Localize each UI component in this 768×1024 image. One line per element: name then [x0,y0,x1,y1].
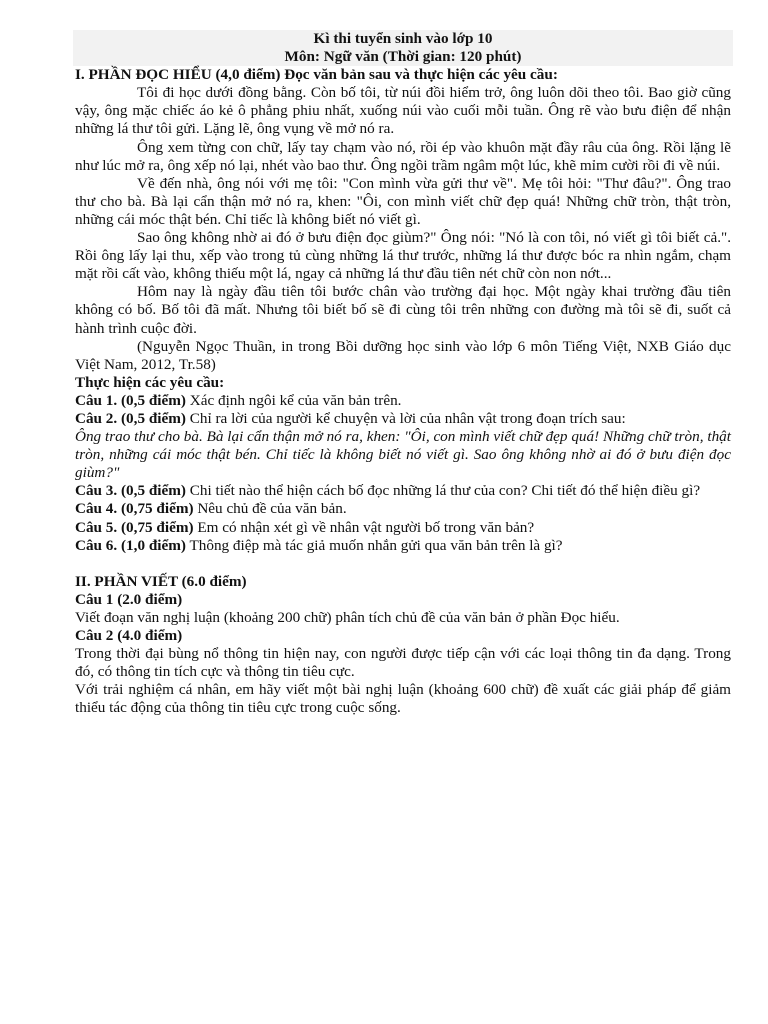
section-spacer [75,555,731,573]
question-2 [75,410,731,428]
writing-question-1-label: Câu 1 (2.0 điểm) [75,590,183,608]
exam-title: Kì thi tuyển sinh vào lớp 10 [313,30,493,47]
tasks-heading: Thực hiện các yêu cầu: [75,373,225,391]
question-text: Chi tiết nào thể hiện cách bố đọc những lá thư của con? Chi tiết đó thể hiện điều gì? [185,482,701,500]
exam-header [73,30,733,66]
question-2-excerpt: Ông trao thư cho bà. Bà lại cẩn thận mở nó ra, khen: "Ôi, con mình viết chữ đẹp quá! Những chữ tròn, thật tròn, những cái móc thật bén. Chỉ tiếc là không biết nó viết gì. Sao ông không nhờ ai đó ở bưu điện đọc giùm?" [75,428,731,482]
passage-paragraph-5: Hôm nay là ngày đầu tiên tôi bước chân vào trường đại học. Một ngày khai trường đầu tiên không có bố. Bố tôi đã mất. Nhưng tôi biết bố sẽ đi cùng tôi trên những con đường mà tôi sẽ đi, suốt cả hành trình cuộc đời. [75,283,731,337]
exam-subject: Môn: Ngữ văn (Thời gian: 120 phút) [284,48,522,66]
question-5 [75,519,731,537]
question-3 [75,482,731,500]
part1-heading: I. PHẦN ĐỌC HIỂU (4,0 điểm) Đọc văn bản sau và thực hiện các yêu cầu: [75,66,558,84]
question-label: Câu 3. (0,5 điểm) [75,482,186,500]
writing-question-1-text: Viết đoạn văn nghị luận (khoảng 200 chữ) phân tích chủ đề của văn bản ở phần Đọc hiểu. [75,608,620,626]
question-4 [75,500,731,518]
question-label: Câu 5. (0,75 điểm) [75,518,194,536]
passage-paragraph-1: Tôi đi học dưới đồng bằng. Còn bố tôi, từ núi đồi hiểm trở, ông luôn dõi theo tôi. Bao giờ cũng vậy, ông mặc chiếc áo kẻ ô phẳng phiu nhất, xuống núi vào cuối mỗi tuần. Ông rẽ vào bưu điện để nhận những lá thư tôi gửi. Lặng lẽ, ông vụng về mở nó ra. [75,84,731,138]
question-text: Thông điệp mà tác giả muốn nhắn gửi qua văn bản trên là gì? [185,536,563,554]
passage-source: (Nguyễn Ngọc Thuần, in trong Bồi dưỡng học sinh vào lớp 6 môn Tiếng Việt, NXB Giáo dục Việt Nam, 2012, Tr.58) [75,337,731,373]
passage-paragraph-2: Ông xem từng con chữ, lấy tay chạm vào nó, rồi ép vào khuôn mặt đầy râu của ông. Rồi lặng lẽ như lúc mở ra, ông xếp nó lại, nhét vào bao thư. Ông ngồi trầm ngâm một lúc, khẽ mỉm cười rồi đi về núi. [75,138,731,174]
question-label: Câu 6. (1,0 điểm) [75,536,186,554]
question-text: Chỉ ra lời của người kể chuyện và lời của nhân vật trong đoạn trích sau: [185,409,626,427]
question-label: Câu 4. (0,75 điểm) [75,500,194,518]
question-text: Nêu chủ đề của văn bản. [193,500,347,518]
passage-paragraph-3: Về đến nhà, ông nói với mẹ tôi: "Con mình vừa gửi thư về". Mẹ tôi hỏi: "Thư đâu?". Ông trao thư cho bà. Bà lại cẩn thận mở nó ra, khen: "Ôi, con mình viết chữ đẹp quá! Những chữ tròn, thật tròn, những cái móc thật bén. Chỉ tiếc là không biết nó viết gì. [75,174,731,228]
writing-question-2-task: Với trải nghiệm cá nhân, em hãy viết một bài nghị luận (khoảng 600 chữ) đề xuất các giải pháp để giảm thiểu tác động của thông tin tiêu cực trong cuộc sống. [75,681,731,717]
question-1 [75,392,731,410]
question-text: Xác định ngôi kể của văn bản trên. [185,391,402,409]
question-label: Câu 1. (0,5 điểm) [75,391,186,409]
question-6 [75,537,731,555]
question-text: Em có nhận xét gì về nhân vật người bố trong văn bản? [193,518,535,536]
writing-question-2-context: Trong thời đại bùng nổ thông tin hiện nay, con người được tiếp cận với các loại thông tin đa dạng. Trong đó, có thông tin tích cực và thông tin tiêu cực. [75,645,731,681]
passage-paragraph-4: Sao ông không nhờ ai đó ở bưu điện đọc giùm?" Ông nói: "Nó là con tôi, nó viết gì tôi biết cả.". Rồi ông lấy lại thu, xếp vào trong tủ cùng những lá thư trước, những lá thư được bóc ra nhìn ngắm, chạm mặt rồi cất vào, không thiếu một lá, ngay cả những lá thư đầu tiên nét chữ còn non nớt... [75,229,731,283]
part2-heading: II. PHẦN VIẾT (6.0 điểm) [75,572,247,590]
writing-question-2-label: Câu 2 (4.0 điểm) [75,627,183,644]
question-label: Câu 2. (0,5 điểm) [75,409,186,427]
exam-document [75,30,731,717]
